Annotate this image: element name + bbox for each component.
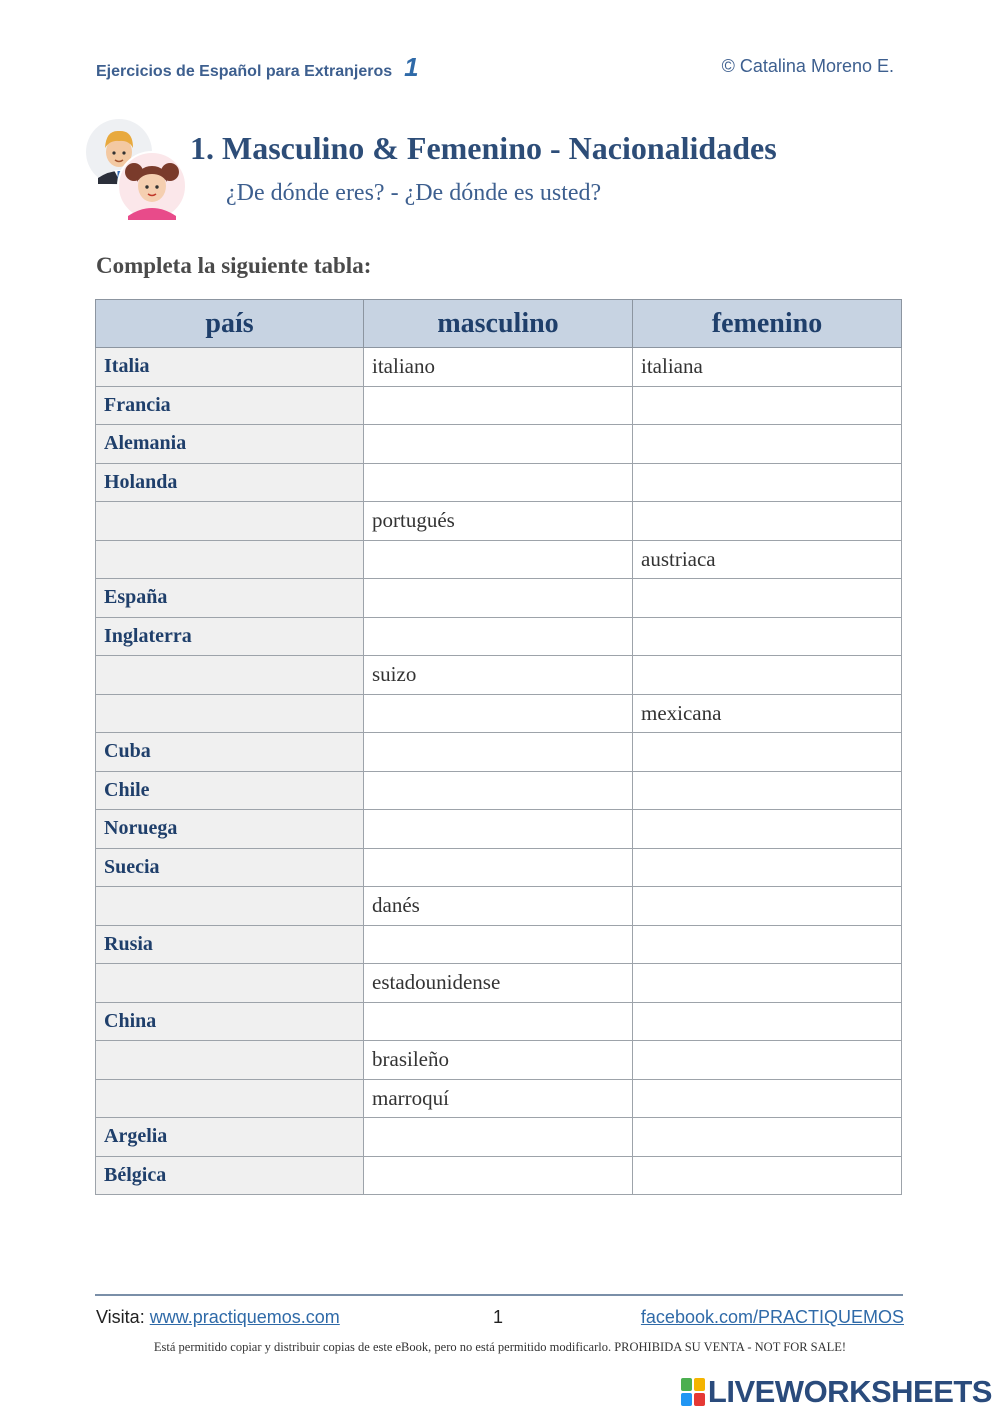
feminine-cell[interactable]	[633, 925, 902, 964]
feminine-cell[interactable]	[633, 502, 902, 541]
masculine-cell: estadounidense	[364, 964, 633, 1003]
table-body	[96, 348, 902, 1195]
feminine-cell[interactable]	[633, 887, 902, 926]
table-row	[96, 656, 902, 695]
nationalities-table	[95, 299, 902, 1195]
country-cell[interactable]	[96, 656, 364, 695]
exercise-instruction: Completa la siguiente tabla:	[96, 253, 372, 278]
country-cell: Inglaterra	[96, 617, 364, 656]
country-cell: Italia	[96, 348, 364, 387]
country-cell: China	[96, 1002, 364, 1041]
masculine-cell: marroquí	[364, 1079, 633, 1118]
feminine-cell[interactable]	[633, 386, 902, 425]
footer-divider	[95, 1294, 903, 1296]
country-cell: Chile	[96, 771, 364, 810]
feminine-cell[interactable]	[633, 1156, 902, 1195]
table-row	[96, 463, 902, 502]
feminine-cell[interactable]	[633, 964, 902, 1003]
masculine-cell: italiano	[364, 348, 633, 387]
country-cell[interactable]	[96, 540, 364, 579]
table-row	[96, 386, 902, 425]
country-cell: Bélgica	[96, 1156, 364, 1195]
feminine-cell[interactable]	[633, 848, 902, 887]
feminine-cell[interactable]	[633, 810, 902, 849]
table-header-row	[96, 300, 902, 348]
table-row	[96, 1079, 902, 1118]
feminine-cell[interactable]	[633, 425, 902, 464]
table-row	[96, 964, 902, 1003]
country-cell: Suecia	[96, 848, 364, 887]
masculine-cell: brasileño	[364, 1041, 633, 1080]
masculine-cell[interactable]	[364, 1156, 633, 1195]
country-cell: Alemania	[96, 425, 364, 464]
table-row	[96, 1002, 902, 1041]
country-cell[interactable]	[96, 694, 364, 733]
header-feminine: femenino	[633, 300, 902, 348]
copyright: © Catalina Moreno E.	[721, 56, 894, 76]
masculine-cell[interactable]	[364, 810, 633, 849]
masculine-cell[interactable]	[364, 463, 633, 502]
country-cell: España	[96, 579, 364, 618]
masculine-cell[interactable]	[364, 579, 633, 618]
masculine-cell: portugués	[364, 502, 633, 541]
series-header	[96, 52, 419, 83]
feminine-cell[interactable]	[633, 1002, 902, 1041]
masculine-cell[interactable]	[364, 848, 633, 887]
masculine-cell[interactable]	[364, 733, 633, 772]
series-title: Ejercicios de Español para Extranjeros	[96, 63, 393, 80]
masculine-cell[interactable]	[364, 425, 633, 464]
table-row	[96, 810, 902, 849]
country-cell[interactable]	[96, 1079, 364, 1118]
liveworksheets-watermark	[680, 1374, 992, 1410]
country-cell[interactable]	[96, 887, 364, 926]
table-row	[96, 1156, 902, 1195]
masculine-cell[interactable]	[364, 386, 633, 425]
volume-number: 1	[404, 52, 419, 82]
table-row	[96, 848, 902, 887]
copy-notice: Está permitido copiar y distribuir copias de este eBook, pero no está permitido modificarlo. PROHIBIDA SU VENTA - NOT FOR SALE!	[153, 1340, 847, 1354]
feminine-cell[interactable]	[633, 1118, 902, 1157]
feminine-cell[interactable]	[633, 463, 902, 502]
feminine-cell[interactable]	[633, 656, 902, 695]
country-cell[interactable]	[96, 1041, 364, 1080]
country-cell: Rusia	[96, 925, 364, 964]
liveworksheets-logo-icon	[680, 1377, 706, 1407]
country-cell: Noruega	[96, 810, 364, 849]
header-country: país	[96, 300, 364, 348]
table-row	[96, 694, 902, 733]
facebook-link[interactable]: facebook.com/PRACTIQUEMOS	[640, 1307, 904, 1327]
masculine-cell[interactable]	[364, 1118, 633, 1157]
feminine-cell[interactable]	[633, 1079, 902, 1118]
feminine-cell: italiana	[633, 348, 902, 387]
page-subtitle: ¿De dónde eres? - ¿De dónde es usted?	[226, 180, 602, 206]
table-row	[96, 733, 902, 772]
table-row	[96, 1118, 902, 1157]
masculine-cell[interactable]	[364, 925, 633, 964]
country-cell[interactable]	[96, 502, 364, 541]
country-cell: Francia	[96, 386, 364, 425]
page-title: 1. Masculino & Femenino - Nacionalidades	[190, 130, 777, 166]
table-row	[96, 425, 902, 464]
table-row	[96, 579, 902, 618]
masculine-cell[interactable]	[364, 1002, 633, 1041]
visit-label: Visita:	[96, 1307, 145, 1327]
country-cell[interactable]	[96, 964, 364, 1003]
feminine-cell: mexicana	[633, 694, 902, 733]
country-cell: Holanda	[96, 463, 364, 502]
table-row	[96, 348, 902, 387]
avatars-illustration	[84, 116, 194, 226]
website-link[interactable]: www.practiquemos.com	[149, 1307, 340, 1327]
table-row	[96, 771, 902, 810]
table-row	[96, 502, 902, 541]
feminine-cell[interactable]	[633, 1041, 902, 1080]
country-cell: Argelia	[96, 1118, 364, 1157]
footer-visit	[96, 1307, 340, 1328]
feminine-cell[interactable]	[633, 579, 902, 618]
masculine-cell: suizo	[364, 656, 633, 695]
masculine-cell: danés	[364, 887, 633, 926]
page-number: 1	[493, 1307, 504, 1327]
feminine-cell[interactable]	[633, 771, 902, 810]
table-row	[96, 1041, 902, 1080]
table-row	[96, 925, 902, 964]
masculine-cell[interactable]	[364, 617, 633, 656]
feminine-cell: austriaca	[633, 540, 902, 579]
table-row	[96, 887, 902, 926]
watermark-text: LIVEWORKSHEETS	[707, 1374, 992, 1409]
masculine-cell[interactable]	[364, 540, 633, 579]
girl-avatar-icon	[118, 152, 186, 220]
feminine-cell[interactable]	[633, 733, 902, 772]
masculine-cell[interactable]	[364, 694, 633, 733]
table-row	[96, 540, 902, 579]
country-cell: Cuba	[96, 733, 364, 772]
masculine-cell[interactable]	[364, 771, 633, 810]
feminine-cell[interactable]	[633, 617, 902, 656]
table-row	[96, 617, 902, 656]
header-masculine: masculino	[364, 300, 633, 348]
